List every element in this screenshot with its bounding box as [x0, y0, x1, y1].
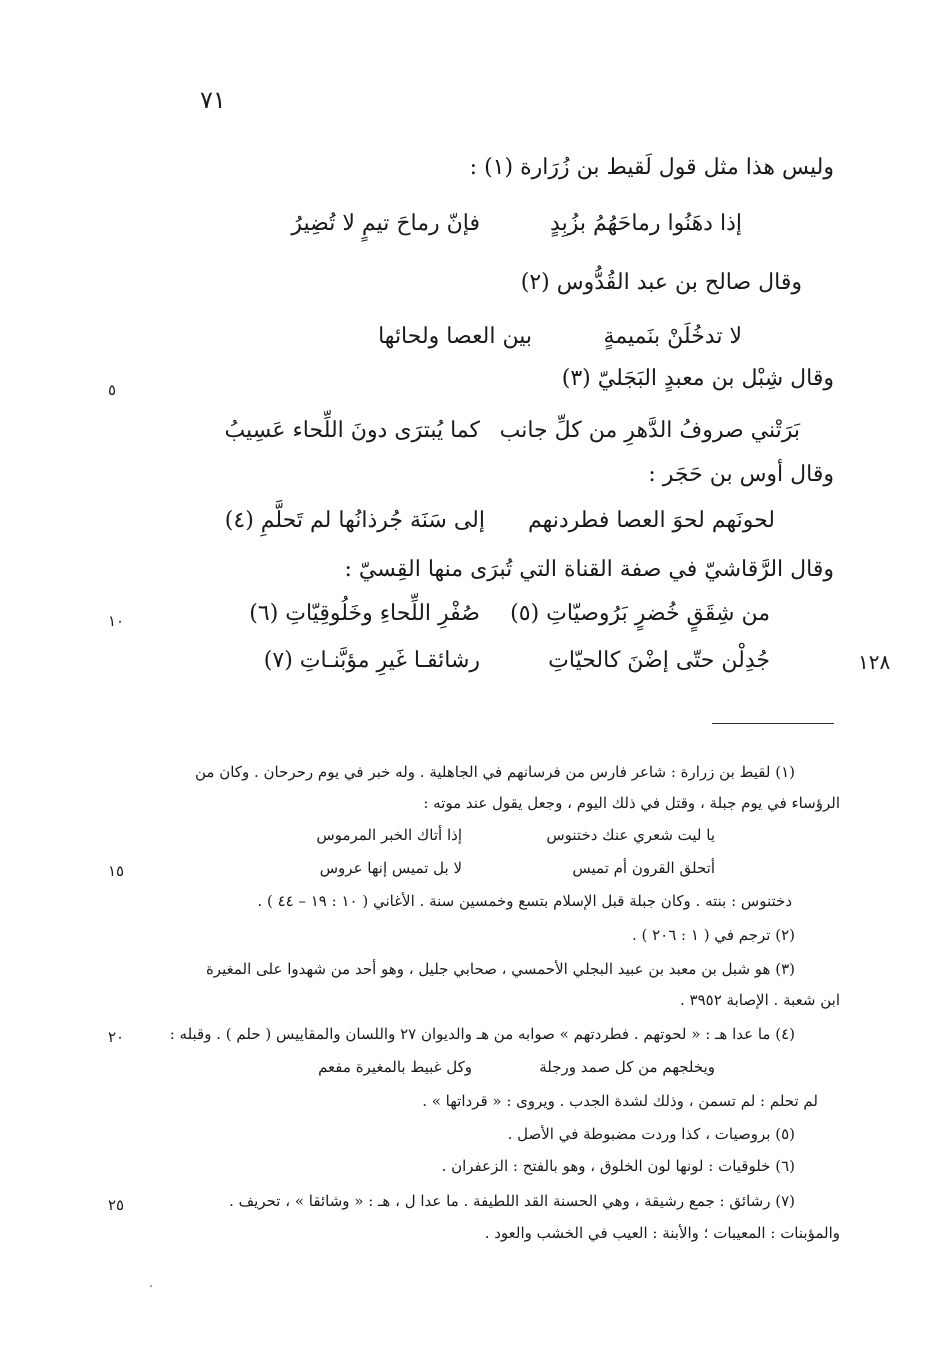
scan-speck: [150, 1285, 152, 1287]
verse-6-first-hemistich: جُدِلْن حتّى إضْنَ كالحيّاتِ: [548, 648, 770, 673]
body-line-4: وقال أوس بن حَجَر :: [648, 462, 834, 487]
footnote-divider: [712, 723, 834, 724]
footnote-4-verse-second: وكل غبيط بالمغيرة مفعم: [318, 1058, 472, 1076]
footnote-7-line-2: والمؤبنات : المعيبات ؛ والأبنة : العيب في الخشب والعود .: [484, 1224, 840, 1242]
verse-2-first-hemistich: لا تدخُلَنْ بنَميمةٍ: [603, 324, 742, 349]
body-line-3: وقال شِبْل بن معبدٍ البَجَليّ (٣): [561, 366, 834, 391]
body-line-5: وقال الرَّقاشيّ في صفة القناة التي تُبرَى منها القِسيّ :: [344, 557, 834, 582]
verse-2-second-hemistich: بين العصا ولحائها: [378, 324, 532, 349]
footnote-1-line-1: (١) لقيط بن زرارة : شاعر فارس من فرسانهم في الجاهلية . وله خبر في يوم رحرحان . وكان من: [195, 763, 795, 781]
margin-line-number-10: ١٠: [108, 612, 125, 630]
footnote-4-line-1: (٤) ما عدا هـ : « لحوتهم . فطردتهم » صوابه من هـ والديوان ٢٧ واللسان والمقاييس ( حلم ) . وقبله :: [169, 1025, 795, 1043]
footnote-6: (٦) خلوقيات : لونها لون الخلوق ، وهو بالفتح : الزعفران .: [441, 1157, 795, 1175]
margin-line-number-5: ٥: [108, 381, 117, 399]
side-reference: ١٢٨: [858, 650, 891, 674]
margin-line-number-25: ٢٥: [108, 1196, 125, 1214]
footnote-1-line-3: دختنوس : بنته . وكان جبلة قبل الإسلام بتسع وخمسين سنة . الأغاني ( ١٠ : ١٩ – ٤٤ ) .: [257, 892, 792, 910]
footnote-3-line-1: (٣) هو شبل بن معبد بن عبيد البجلي الأحمسي ، صحابي جليل ، وهو أحد من شهدوا على المغيرة: [205, 960, 795, 978]
footnote-1-verse-1-second: إذا أتاك الخبر المرموس: [316, 826, 462, 844]
verse-6-second-hemistich: رشائقـا غَيرِ مؤبَّنـاتِ (٧): [263, 648, 480, 673]
margin-line-number-15: ١٥: [108, 862, 125, 880]
verse-5-second-hemistich: صُفْرِ اللِّحاءِ وخَلُوقِيّاتِ (٦): [249, 601, 480, 626]
verse-3-first-hemistich: بَرَتْني صروفُ الدَّهرِ من كلِّ جانب: [499, 418, 800, 443]
footnote-1-line-2: الرؤساء في يوم جبلة ، وقتل في ذلك اليوم ، وجعل يقول عند موته :: [423, 794, 840, 812]
footnote-7-line-1: (٧) رشائق : جمع رشيقة ، وهي الحسنة القد اللطيفة . ما عدا ل ، هـ : « وشائقا » ، تحريف .: [229, 1192, 795, 1210]
verse-4-first-hemistich: لحونَهم لحوَ العصا فطردنهم: [527, 508, 775, 533]
verse-4-second-hemistich: إلى سَنَة جُرذانُها لم تَحلَّمِ (٤): [224, 508, 485, 533]
verse-1-first-hemistich: إذا دهَنُوا رماحَهُمُ بزُبِدٍ: [550, 211, 742, 236]
footnote-1-verse-1-first: يا ليت شعري عنك دختنوس: [546, 826, 715, 844]
footnote-3-line-2: ابن شعبة . الإصابة ٣٩٥٢ .: [679, 991, 840, 1009]
footnote-4-verse-first: ويخلجهم من كل صمد ورجلة: [539, 1058, 715, 1076]
verse-3-second-hemistich: كما يُبترَى دونَ اللِّحاء عَسِيبُ: [224, 418, 480, 443]
footnote-1-verse-2-first: أتحلق القرون أم تميس: [572, 859, 715, 877]
footnote-5: (٥) بروصيات ، كذا وردت مضبوطة في الأصل .: [507, 1125, 795, 1143]
body-line-2: وقال صالح بن عبد القُدُّوس (٢): [520, 270, 802, 295]
body-line-1: وليس هذا مثل قول لَقيط بن زُرَارة (١) :: [469, 155, 834, 180]
footnote-4-line-2: لم تحلم : لم تسمن ، وذلك لشدة الجدب . ويروى : « قرداتها » .: [422, 1092, 818, 1110]
verse-1-second-hemistich: فإنّ رماحَ تيمٍ لا تُضِيرُ: [291, 211, 480, 236]
footnote-1-verse-2-second: لا بل تميس إنها عروس: [319, 859, 462, 877]
margin-line-number-20: ٢٠: [108, 1028, 125, 1046]
footnote-2: (٢) ترجم في ( ١ : ٢٠٦ ) .: [631, 926, 795, 944]
page-number: ٧١: [200, 86, 226, 114]
verse-5-first-hemistich: من شِقَقٍ خُضرٍ بَرُوصيّاتِ (٥): [510, 601, 770, 626]
